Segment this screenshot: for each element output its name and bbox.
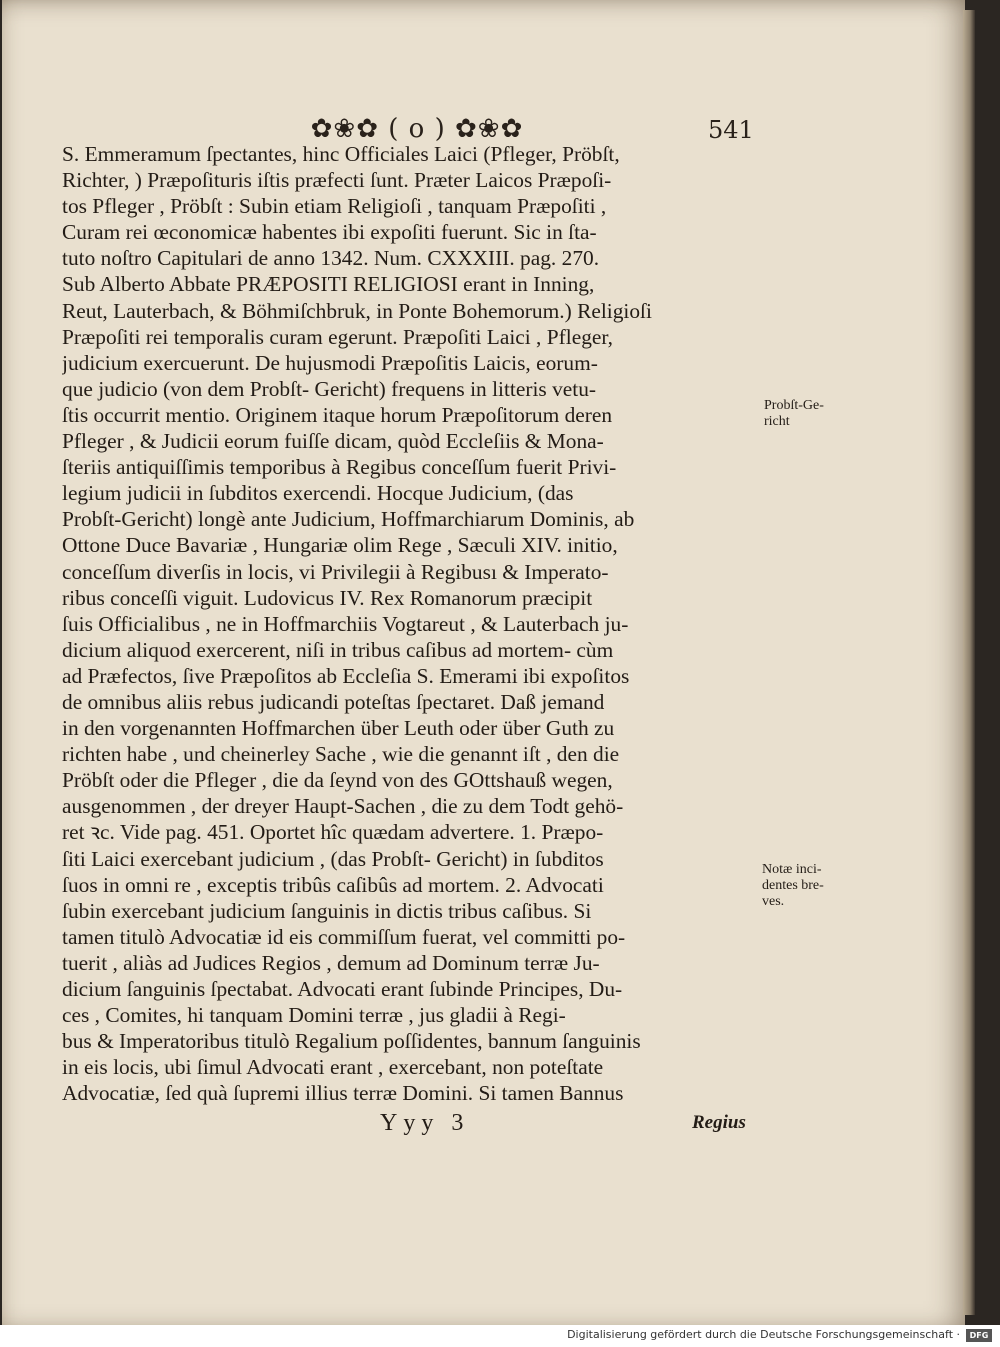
text-line: in den vorgenannten Hoffmarchen über Leuth oder über Guth zu	[62, 716, 615, 741]
text-line: ces , Comites, hi tanquam Domini terræ , jus gladii à Regi-	[62, 1003, 566, 1028]
text-line: judicium exercuerunt. De hujusmodi Præpoſitis Laicis, eorum-	[62, 350, 598, 375]
text-line: in eis locis, ubi ſimul Advocati erant , exercebant, non poteſtate	[62, 1055, 604, 1080]
text-line: conceſſum diverſis in locis, vi Privilegii à Regibusı & Imperato-	[62, 559, 609, 584]
text-line: ret ꝛc. Vide pag. 451. Oportet hîc quædam advertere. 1. Præpo-	[62, 820, 604, 845]
text-line: legium judicii in ſubditos exercendi. Hocque Judicium, (das	[62, 481, 574, 506]
book-page	[2, 0, 965, 1325]
text-line: que judicio (von dem Probſt- Gericht) frequens in litteris vetu-	[62, 376, 597, 401]
text-line: Præpoſiti rei temporalis curam egerunt. Præpoſiti Laici , Pfleger,	[62, 324, 614, 349]
text-line: ribus conceſſi viguit. Ludovicus IV. Rex Romanorum præcipit	[62, 585, 593, 610]
margin-note-probst-gericht: Probſt-Ge- richt	[764, 398, 824, 429]
text-line: ſiti Laici exercebant judicium , (das Probſt- Gericht) in ſubditos	[62, 846, 604, 871]
text-line: Pröbſt oder die Pfleger , die da ſeynd von des GOttshauß wegen,	[62, 768, 613, 793]
credit-text: Digitalisierung gefördert durch die Deutsche Forschungsgemeinschaft ·	[567, 1328, 960, 1341]
text-line: ſuis Officialibus , ne in Hoffmarchiis Vogtareut , & Lauterbach ju-	[62, 611, 629, 636]
signature-mark: Yyy 3	[380, 1110, 470, 1136]
text-line: dicium aliquod exercerent, niſi in tribus caſibus ad mortem- cùm	[62, 637, 614, 662]
text-line: Sub Alberto Abbate PRÆPOSITI RELIGIOSI erant in Inning,	[62, 272, 595, 297]
credit-bar	[0, 1325, 1000, 1347]
text-line: Advocatiæ, ſed quà ſupremi illius terræ Domini. Si tamen Bannus	[62, 1081, 624, 1106]
page-edge	[963, 10, 975, 1315]
text-line: S. Emmeramum ſpectantes, hinc Officiales Laici (Pfleger, Pröbſt,	[62, 142, 620, 166]
text-line: tos Pfleger , Pröbſt : Subin etiam Religioſi , tanquam Præpoſiti ,	[62, 194, 607, 219]
dfg-logo: DFG	[966, 1329, 992, 1342]
text-line: Richter, ) Præpoſituris iſtis præfecti ſunt. Præter Laicos Præpoſi-	[62, 168, 612, 193]
text-line: Ottone Duce Bavariæ , Hungariæ olim Rege , Sæculi XIV. initio,	[62, 533, 618, 558]
text-line: ſubin exercebant judicium ſanguinis in dictis tribus caſibus. Si	[62, 898, 592, 923]
text-line: ſuos in omni re , exceptis tribûs caſibûs ad mortem. 2. Advocati	[62, 872, 604, 897]
text-line: de omnibus aliis rebus judicandi poteſtas ſpectaret. Daß jemand	[62, 689, 605, 714]
text-line: ſteriis antiquiſſimis temporibus à Regibus conceſſum fuerit Privi-	[62, 455, 617, 480]
page-number: 541	[708, 116, 754, 144]
text-line: dicium ſanguinis ſpectabat. Advocati erant ſubinde Principes, Du-	[62, 977, 623, 1001]
text-line: ausgenommen , der dreyer Haupt-Sachen , die zu dem Todt gehö-	[62, 794, 624, 819]
text-line: ſtis occurrit mentio. Originem itaque horum Præpoſitorum deren	[62, 402, 613, 427]
text-line: tuto noſtro Capitulari de anno 1342. Num. CXXXIII. pag. 270.	[62, 246, 600, 271]
text-line: richten habe , und cheinerley Sache , wie die genannt iſt , den die	[62, 742, 620, 767]
text-line: Pfleger , & Judicii eorum fuiſſe dicam, quòd Eccleſiis & Mona-	[62, 429, 604, 454]
text-line: tamen titulò Advocatiæ id eis commiſſum fuerat, vel committi po-	[62, 924, 626, 949]
margin-note-notae: Notæ inci- dentes bre- ves.	[762, 862, 824, 909]
catchword: Regius	[692, 1112, 746, 1133]
header-ornament: ✿❀✿ ( o ) ✿❀✿	[310, 114, 524, 144]
text-line: ad Præfectos, ſive Præpoſitos ab Eccleſia S. Emerami ibi expoſitos	[62, 663, 630, 688]
text-line: Reut, Lauterbach, & Böhmiſchbruk, in Ponte Bohemorum.) Religioſi	[62, 298, 652, 323]
text-line: Probſt-Gericht) longè ante Judicium, Hoffmarchiarum Dominis, ab	[62, 507, 635, 532]
text-line: bus & Imperatoribus titulò Regalium poſſidentes, bannum ſanguinis	[62, 1029, 641, 1054]
text-line: tuerit , aliàs ad Judices Regios , demum ad Dominum terræ Ju-	[62, 950, 600, 975]
text-line: Curam rei œconomicæ habentes ibi expoſiti fuerunt. Sic in ſta-	[62, 220, 597, 245]
body-text	[62, 141, 762, 1106]
